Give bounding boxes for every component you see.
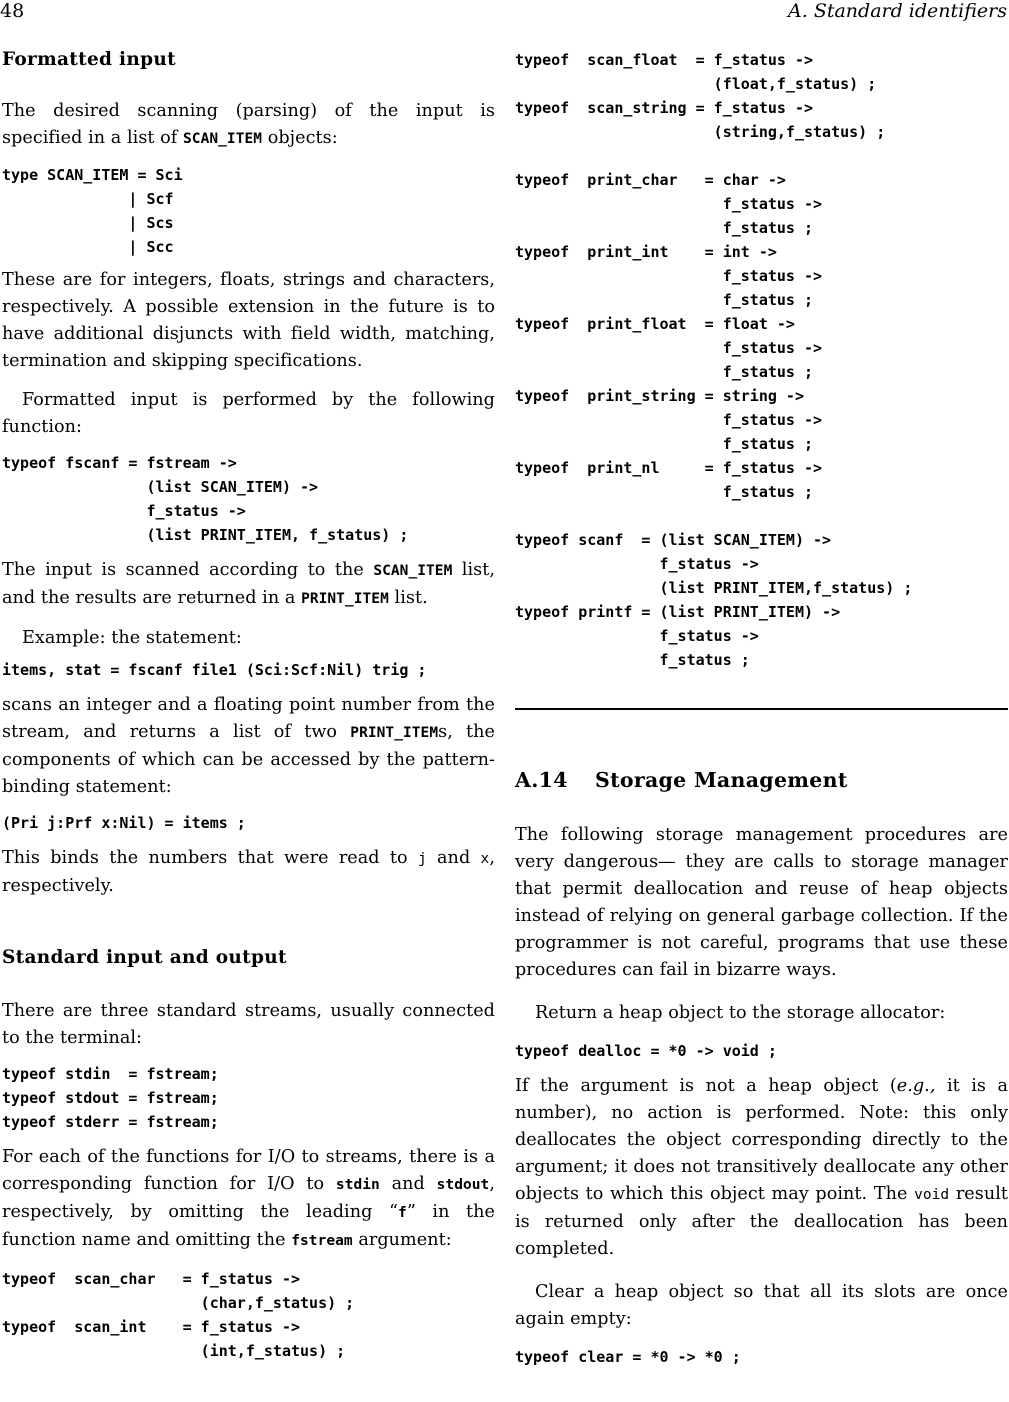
inline-code: f xyxy=(398,1205,407,1221)
page-number: 48 xyxy=(0,0,25,22)
inline-code: PRINT_ITEM xyxy=(350,725,439,741)
paragraph: scans an integer and a floating point number from the stream, and returns a list of two PRINT_ITEMs, the components of which can be accessed by the pattern-binding statement: xyxy=(2,695,496,797)
running-title: A. Standard identifiers xyxy=(788,0,1007,22)
paragraph: If the argument is not a heap object (e.g., it is a number), no action is performed. Note: this only deallocates the object corresponding directly to the argument; it does not transitively deallocate any other objects to which this object may point. The void result is returned only after the deallocation has been completed. xyxy=(515,1076,1009,1259)
left-column xyxy=(2,44,495,1363)
code-block-scan-right: typeof scan_float = f_status -> (float,f_status) ; typeof scan_string = f_status -> (string,f_status) ; xyxy=(515,51,886,141)
code-block-scanf-printf: typeof scanf = (list SCAN_ITEM) -> f_status -> (list PRINT_ITEM,f_status) ; typeof printf = (list PRINT_ITEM) -> f_status -> f_status ; xyxy=(515,531,913,669)
code-block-clear: typeof clear = *0 -> *0 ; xyxy=(515,1348,741,1366)
inline-code: void xyxy=(914,1187,950,1203)
paragraph: The following storage management procedures are very dangerous— they are calls to storage manager that permit deallocation and reuse of heap objects instead of relying on general garbage collection. If the programmer is not careful, programs that use these procedures can fail in bizarre ways. xyxy=(515,825,1008,980)
code-block-pattern: (Pri j:Prf x:Nil) = items ; xyxy=(2,814,246,832)
paragraph: The input is scanned according to the SCAN_ITEM list, and the results are returned in a PRINT_ITEM list. xyxy=(2,560,496,608)
section-heading-storage-management xyxy=(515,766,1008,794)
code-block-print: typeof print_char = char -> f_status -> f_status ; typeof print_int = int -> f_status -> f_status ; typeof print_float = float -> f_status -> f_status ; typeof print_string = string -> f_status -> f_status ; typeof print_nl = f_status -> f_status ; xyxy=(515,171,823,501)
section-divider xyxy=(515,708,1008,710)
paragraph: These are for integers, floats, strings and characters, respectively. A possible extension in the future is to have additional disjuncts with field width, matching, termination and skipping specifications. xyxy=(2,270,495,371)
section-number: A.14 xyxy=(515,768,568,792)
paragraph: For each of the functions for I/O to streams, there is a corresponding function for I/O to stdin and stdout, respectively, by omitting the leading “f” in the function name and omitting the fstream argument: xyxy=(2,1147,495,1250)
section-heading-formatted-input: Formatted input xyxy=(2,49,176,70)
inline-code: PRINT_ITEM xyxy=(301,591,389,607)
inline-code: x xyxy=(480,851,490,867)
inline-code: SCAN_ITEM xyxy=(373,563,453,579)
code-block-streams: typeof stdin = fstream; typeof stdout = fstream; typeof stderr = fstream; xyxy=(2,1065,219,1131)
code-block-scan-left: typeof scan_char = f_status -> (char,f_status) ; typeof scan_int = f_status -> (int,f_status) ; xyxy=(2,1270,355,1360)
paragraph: Clear a heap object so that all its slots are once again empty: xyxy=(515,1282,1008,1329)
inline-code: SCAN_ITEM xyxy=(183,131,263,147)
paragraph: This binds the numbers that were read to j and x, respectively. xyxy=(2,848,495,896)
paragraph: Return a heap object to the storage allocator: xyxy=(535,1003,946,1023)
inline-code: stdin xyxy=(335,1177,380,1193)
code-block-fscanf: typeof fscanf = fstream -> (list SCAN_ITEM) -> f_status -> (list PRINT_ITEM, f_status) ; xyxy=(2,454,409,544)
inline-code: fstream xyxy=(291,1233,353,1249)
inline-code: stdout xyxy=(436,1177,490,1193)
code-block-dealloc: typeof dealloc = *0 -> void ; xyxy=(515,1042,777,1060)
code-block-example: items, stat = fscanf file1 (Sci:Scf:Nil) trig ; xyxy=(2,661,427,679)
paragraph: Formatted input is performed by the following function: xyxy=(2,390,495,437)
paragraph: The desired scanning (parsing) of the input is specified in a list of SCAN_ITEM objects: xyxy=(2,101,495,148)
section-heading-standard-io: Standard input and output xyxy=(2,947,287,968)
right-column xyxy=(515,44,1008,1369)
paragraph: There are three standard streams, usually connected to the terminal: xyxy=(2,1001,495,1048)
emphasis: e.g., xyxy=(896,1076,936,1096)
code-block-scan-item: type SCAN_ITEM = Sci | Scf | Scs | Scc xyxy=(2,166,183,256)
inline-code: j xyxy=(417,851,427,867)
section-title: Storage Management xyxy=(595,768,848,792)
paragraph: Example: the statement: xyxy=(22,628,242,648)
